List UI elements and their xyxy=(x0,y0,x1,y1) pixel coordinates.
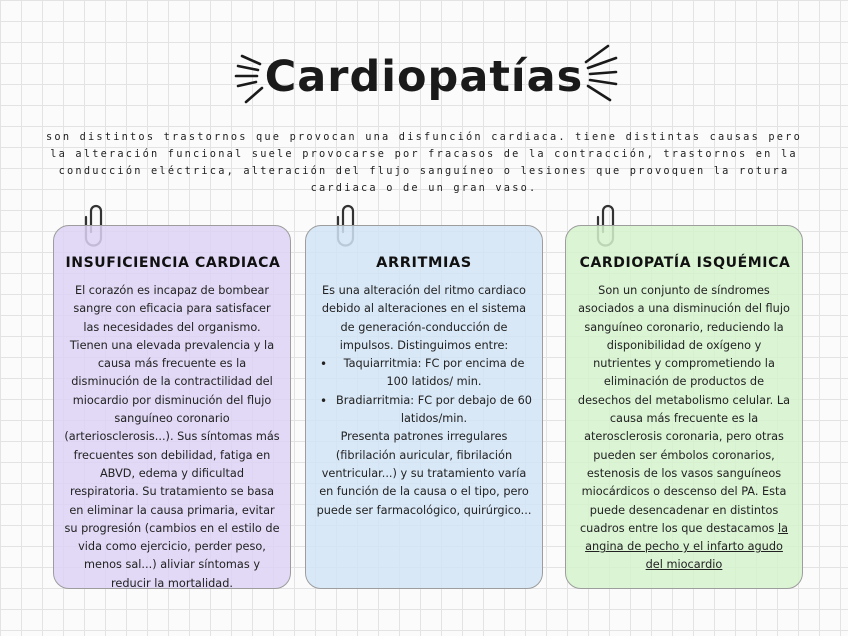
list-item: • Taquiarritmia: FC por encima de 100 latidos/ min. xyxy=(316,355,532,392)
card-cardiopatia-isquemica xyxy=(565,225,803,589)
card-arritmias xyxy=(305,225,543,589)
intro-text: son distintos trastornos que provocan una disfunción cardiaca. tiene distintas causas pero la alteración funcional suele provocarse por fracasos de la contracción, trastornos en la conducción eléctrica, alteración del flujo sanguíneo o lesiones que provoquen la rotura cardiaca o de un gran vaso. xyxy=(46,131,802,194)
card-body-text: Son un conjunto de síndromes asociados a una disminución del flujo sanguíneo coronario, reduciendo la disponibilidad de oxígeno y nutrientes y comprometiendo la eliminación de productos de desechos del metabolismo celular. La causa más frecuente es la aterosclerosis coronaria, pero otras pueden ser émbolos coronarios, estenosis de los vasos sanguíneos miocárdicos o descenso del PA. Esta puede desencadenar en distintos cuadros entre los que destacamos xyxy=(577,284,791,535)
card-intro: Es una alteración del ritmo cardiaco debido al alteraciones en el sistema de generación-conducción de impulsos. Distinguimos entre: xyxy=(321,284,527,352)
page-title: Cardiopatías xyxy=(264,52,584,102)
bullet-list xyxy=(316,355,532,428)
highlight-link: la angina de pecho y el infarto agudo del miocardio xyxy=(585,521,789,572)
card-title: CARDIOPATÍA ISQUÉMICA xyxy=(579,255,791,271)
title-area xyxy=(0,48,848,118)
card-title: ARRITMIAS xyxy=(376,255,472,271)
card-outro: Presenta patrones irregulares (fibrilación auricular, fibrilación ventricular...) y su tratamiento varía en función de la causa o el tipo, pero puede ser farmacológico, quirúrgico... xyxy=(316,430,532,517)
card-body xyxy=(316,282,532,520)
list-item: • Bradiarritmia: FC por debajo de 60 latidos/min. xyxy=(316,392,532,429)
card-title: INSUFICIENCIA CARDIACA xyxy=(65,255,281,271)
card-body xyxy=(576,282,792,575)
card-body: El corazón es incapaz de bombear sangre con eficacia para satisfacer las necesidades del organismo. Tienen una elevada prevalencia y la causa más frecuente es la disminución de la contractilidad del miocardio por disminución del flujo sanguíneo coronario (arteriosclerosis...). Sus síntomas más frecuentes son debilidad, fatiga en ABVD, edema y dificultad respiratoria. Su tratamiento se basa en eliminar la causa primaria, evitar su progresión (cambios en el estilo de vida como ejercicio, perder peso, menos sal...) aliviar síntomas y reducir la mortalidad. xyxy=(64,284,280,590)
card-insuficiencia-cardiaca xyxy=(53,225,291,589)
